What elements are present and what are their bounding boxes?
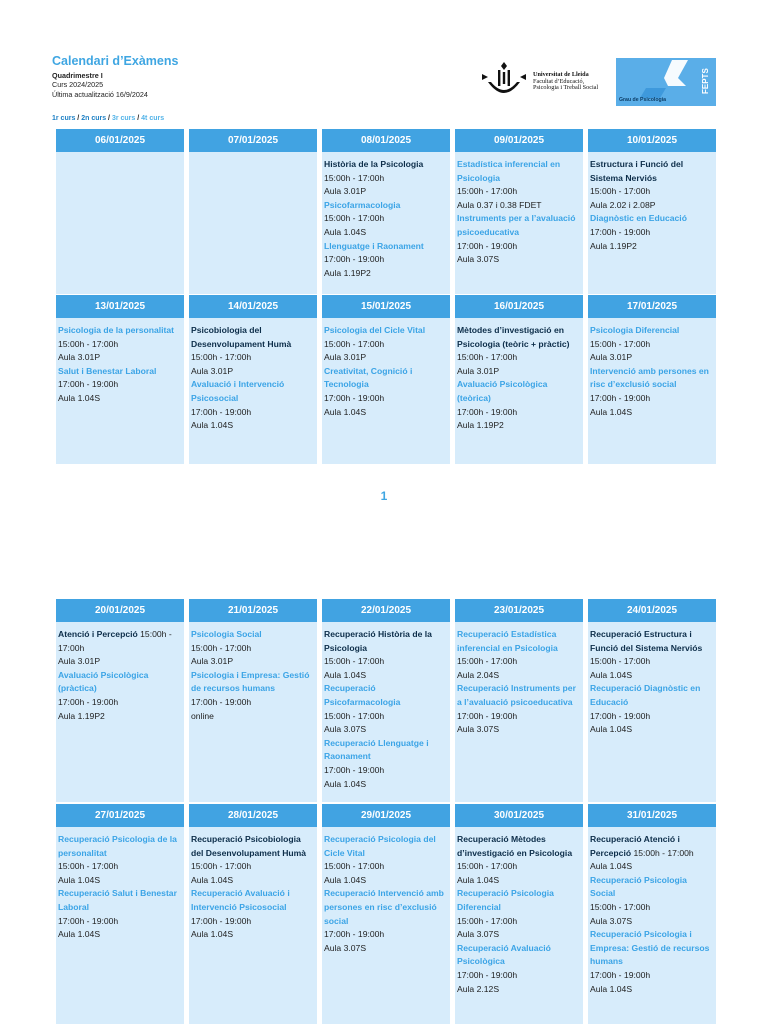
exam-entry bbox=[324, 324, 448, 365]
university-logo bbox=[478, 60, 608, 100]
exam-time: 15:00h - 17:00h bbox=[590, 338, 651, 349]
university-text: Universitat de Lleida Facultat d’Educació, Psicologia i Treball Social bbox=[533, 71, 599, 92]
exam-time: 17:00h - 19:00h bbox=[58, 915, 119, 926]
exam-entry bbox=[590, 874, 714, 928]
exam-entry bbox=[590, 833, 714, 874]
exam-time: 15:00h - 17:00h bbox=[324, 861, 385, 872]
exam-entry bbox=[457, 887, 581, 941]
exam-time: 17:00h - 19:00h bbox=[324, 392, 385, 403]
exam-subject: Recuperació Avaluació Psicològica bbox=[457, 942, 551, 967]
exam-subject: Recuperació Psicologia de la personalitat bbox=[58, 834, 177, 858]
day-date-header: 22/01/2025 bbox=[322, 599, 450, 622]
exam-time: 15:00h - 17:00h bbox=[324, 338, 385, 349]
exam-room: Aula 2.04S bbox=[457, 669, 500, 680]
day-cell bbox=[588, 129, 716, 294]
exam-subject: Llenguatge i Raonament bbox=[324, 240, 424, 251]
exam-subject: Recuperació Instruments per a l’avaluació psicoeducativa bbox=[457, 683, 576, 707]
exam-time: 15:00h - 17:00h bbox=[191, 861, 252, 872]
degree-label: Grau de Psicologia bbox=[619, 97, 666, 103]
exam-list bbox=[189, 318, 317, 433]
exam-time: 15:00h - 17:00h bbox=[633, 847, 694, 858]
day-date-header: 28/01/2025 bbox=[189, 804, 317, 827]
day-cell bbox=[322, 804, 450, 1024]
term-label: Quadrimestre I bbox=[52, 71, 103, 80]
exam-subject: Recuperació Psicologia del Cicle Vital bbox=[324, 834, 436, 858]
exam-room: Aula 1.04S bbox=[457, 874, 500, 885]
exam-time: 17:00h - 19:00h bbox=[324, 929, 385, 940]
exam-list bbox=[189, 622, 317, 723]
exam-room: Aula 1.19P2 bbox=[457, 420, 504, 431]
exam-room: Aula 1.04S bbox=[324, 874, 367, 885]
exam-entry bbox=[191, 669, 315, 723]
exam-room: Aula 1.04S bbox=[191, 874, 234, 885]
exam-list bbox=[56, 827, 184, 942]
exam-subject: Psicofarmacologia bbox=[324, 199, 401, 210]
exam-subject: Recuperació Psicobiologia del Desenvolupament Humà bbox=[191, 834, 307, 858]
exam-time: 15:00h - 17:00h bbox=[191, 352, 252, 363]
exam-list bbox=[322, 827, 450, 955]
exam-time: 17:00h - 19:00h bbox=[191, 915, 252, 926]
day-date-header: 30/01/2025 bbox=[455, 804, 583, 827]
exam-room: Aula 1.04S bbox=[590, 406, 633, 417]
exam-entry bbox=[58, 628, 182, 669]
exam-room: Aula 1.04S bbox=[590, 983, 633, 994]
day-date-header: 09/01/2025 bbox=[455, 129, 583, 152]
exam-time: 17:00h - 19:00h bbox=[58, 696, 119, 707]
exam-entry bbox=[457, 324, 581, 378]
exam-subject: Salut i Benestar Laboral bbox=[58, 365, 157, 376]
day-date-header: 07/01/2025 bbox=[189, 129, 317, 152]
exam-entry bbox=[324, 365, 448, 419]
exam-time: 17:00h - 19:00h bbox=[457, 969, 518, 980]
course-year: Curs 2024/2025 bbox=[52, 80, 104, 90]
day-cell bbox=[455, 129, 583, 294]
exam-time: 17:00h - 19:00h bbox=[457, 240, 518, 251]
exam-room: Aula 1.04S bbox=[58, 929, 101, 940]
day-date-header: 16/01/2025 bbox=[455, 295, 583, 318]
exam-entry bbox=[58, 887, 182, 941]
exam-time: 15:00h - 17:00h bbox=[58, 338, 119, 349]
exam-room: Aula 3.01P bbox=[590, 352, 633, 363]
exam-time: 17:00h - 19:00h bbox=[590, 226, 651, 237]
exam-entry bbox=[590, 212, 714, 253]
exam-subject: Estadística inferencial en Psicologia bbox=[457, 159, 561, 183]
exam-time: 15:00h - 17:00h bbox=[324, 172, 385, 183]
exam-entry bbox=[324, 240, 448, 281]
day-date-header: 06/01/2025 bbox=[56, 129, 184, 152]
university-emblem-icon bbox=[478, 60, 530, 100]
exam-entry bbox=[590, 928, 714, 996]
week-row bbox=[56, 295, 716, 464]
exam-time: 15:00h - 17:00h bbox=[58, 629, 172, 653]
week-row bbox=[56, 129, 716, 294]
exam-room: Aula 1.04S bbox=[191, 420, 234, 431]
exam-room: Aula 2.12S bbox=[457, 983, 500, 994]
day-cell bbox=[56, 804, 184, 1024]
exam-list bbox=[322, 622, 450, 791]
course-separator: / bbox=[75, 115, 82, 122]
exam-time: 15:00h - 17:00h bbox=[590, 656, 651, 667]
exam-time: 15:00h - 17:00h bbox=[590, 186, 651, 197]
exam-time: 15:00h - 17:00h bbox=[590, 901, 651, 912]
exam-time: 15:00h - 17:00h bbox=[324, 213, 385, 224]
day-cell bbox=[322, 129, 450, 294]
exam-list bbox=[322, 318, 450, 419]
exam-entry bbox=[191, 833, 315, 887]
day-cell bbox=[455, 804, 583, 1024]
exam-entry bbox=[324, 833, 448, 887]
exam-entry bbox=[324, 737, 448, 791]
exam-room: Aula 3.01P bbox=[324, 186, 367, 197]
exam-room: Aula 2.02 i 2.08P bbox=[590, 199, 656, 210]
day-date-header: 29/01/2025 bbox=[322, 804, 450, 827]
exam-subject: Mètodes d’investigació en Psicologia (teòric + pràctic) bbox=[457, 325, 570, 349]
exam-entry bbox=[457, 628, 581, 682]
degree-logo bbox=[616, 58, 716, 106]
exam-entry bbox=[590, 628, 714, 682]
exam-time: 17:00h - 19:00h bbox=[590, 969, 651, 980]
exam-list bbox=[588, 152, 716, 253]
exam-entry bbox=[457, 378, 581, 432]
page-number: 1 bbox=[380, 489, 388, 503]
exam-time: 17:00h - 19:00h bbox=[457, 710, 518, 721]
exam-room: Aula 1.04S bbox=[324, 406, 367, 417]
exam-time: 17:00h - 19:00h bbox=[324, 764, 385, 775]
exam-subject: Recuperació Estadística inferencial en Psicologia bbox=[457, 629, 558, 653]
exam-subject: Recuperació Mètodes d’investigació en Psicologia bbox=[457, 834, 573, 858]
day-cell bbox=[588, 599, 716, 802]
day-cell bbox=[56, 129, 184, 294]
day-cell bbox=[322, 599, 450, 802]
day-date-header: 14/01/2025 bbox=[189, 295, 317, 318]
exam-time: 17:00h - 19:00h bbox=[324, 254, 385, 265]
day-date-header: 15/01/2025 bbox=[322, 295, 450, 318]
exam-entry bbox=[457, 682, 581, 736]
exam-list bbox=[56, 622, 184, 723]
exam-room: Aula 0.37 i 0.38 FDET bbox=[457, 199, 542, 210]
exam-subject: Recuperació Estructura i Funció del Sistema Nerviós bbox=[590, 629, 703, 653]
exam-list bbox=[56, 318, 184, 406]
week-row bbox=[56, 804, 716, 1024]
exam-subject: Avaluació i Intervenció Psicosocial bbox=[191, 379, 285, 403]
day-cell bbox=[322, 295, 450, 464]
exam-list bbox=[455, 318, 583, 433]
exam-room: Aula 1.19P2 bbox=[324, 267, 371, 278]
exam-room: Aula 1.04S bbox=[590, 861, 633, 872]
exam-entry bbox=[590, 158, 714, 212]
exam-time: 17:00h - 19:00h bbox=[58, 379, 119, 390]
exam-room: Aula 3.01P bbox=[58, 352, 101, 363]
day-date-header: 17/01/2025 bbox=[588, 295, 716, 318]
exam-time: 17:00h - 19:00h bbox=[457, 406, 518, 417]
faculty-acronym: FEPTS bbox=[701, 68, 710, 94]
exam-room: Aula 1.04S bbox=[58, 392, 101, 403]
course-link-4[interactable]: 4t curs bbox=[141, 115, 165, 122]
exam-entry bbox=[324, 199, 448, 240]
day-date-header: 13/01/2025 bbox=[56, 295, 184, 318]
day-cell bbox=[189, 295, 317, 464]
day-date-header: 08/01/2025 bbox=[322, 129, 450, 152]
day-date-header: 24/01/2025 bbox=[588, 599, 716, 622]
exam-entry bbox=[590, 682, 714, 736]
exam-subject: Recuperació Atenció i Percepció bbox=[590, 834, 680, 858]
exam-entry bbox=[191, 628, 315, 669]
exam-room: Aula 1.04S bbox=[590, 669, 633, 680]
day-date-header: 31/01/2025 bbox=[588, 804, 716, 827]
exam-list bbox=[455, 827, 583, 996]
exam-time: 15:00h - 17:00h bbox=[457, 915, 518, 926]
exam-subject: Recuperació Salut i Benestar Laboral bbox=[58, 888, 177, 912]
day-date-header: 10/01/2025 bbox=[588, 129, 716, 152]
exam-room: Aula 3.01P bbox=[457, 365, 500, 376]
exam-subject: Psicologia i Empresa: Gestió de recursos humans bbox=[191, 669, 310, 694]
exam-list bbox=[455, 622, 583, 737]
exam-room: Aula 3.01P bbox=[191, 365, 234, 376]
exam-entry bbox=[191, 324, 315, 378]
exam-entry bbox=[58, 833, 182, 887]
exam-entry bbox=[590, 365, 714, 419]
exam-subject: Recuperació Llenguatge i Raonament bbox=[324, 737, 429, 762]
exam-time: 15:00h - 17:00h bbox=[457, 352, 518, 363]
exam-room: Aula 1.04S bbox=[324, 669, 367, 680]
exam-room: Aula 3.01P bbox=[191, 656, 234, 667]
exam-subject: Recuperació Avaluació i Intervenció Psicosocial bbox=[191, 888, 290, 912]
exam-list bbox=[588, 318, 716, 419]
exam-entry bbox=[457, 212, 581, 266]
exam-list bbox=[322, 152, 450, 280]
exam-room: Aula 1.04S bbox=[324, 778, 367, 789]
exam-subject: Recuperació Diagnòstic en Educació bbox=[590, 683, 701, 707]
exam-entry bbox=[324, 628, 448, 682]
day-cell bbox=[189, 129, 317, 294]
exam-subject: Psicologia Social bbox=[191, 629, 262, 639]
day-cell bbox=[56, 599, 184, 802]
day-cell bbox=[455, 295, 583, 464]
day-date-header: 21/01/2025 bbox=[189, 599, 317, 622]
exam-time: 15:00h - 17:00h bbox=[324, 656, 385, 667]
exam-subject: Història de la Psicologia bbox=[324, 159, 424, 169]
week-row bbox=[56, 599, 716, 802]
exam-subject: Recuperació Intervenció amb persones en risc d’exclusió social bbox=[324, 888, 444, 926]
exam-entry bbox=[457, 833, 581, 887]
exam-subject: Recuperació Psicologia Diferencial bbox=[457, 888, 554, 912]
exam-room: Aula 1.04S bbox=[590, 724, 633, 735]
exam-time: 17:00h - 19:00h bbox=[191, 406, 252, 417]
exam-time: 17:00h - 19:00h bbox=[590, 392, 651, 403]
day-cell bbox=[588, 295, 716, 464]
exam-room: Aula 3.01P bbox=[58, 656, 101, 667]
exam-subject: Psicologia de la personalitat bbox=[58, 325, 175, 335]
exam-entry bbox=[58, 324, 182, 365]
exam-room: online bbox=[191, 710, 214, 721]
exam-time: 15:00h - 17:00h bbox=[457, 656, 518, 667]
last-update: Última actualització 16/9/2024 bbox=[52, 89, 148, 99]
day-cell bbox=[588, 804, 716, 1024]
exam-subject: Estructura i Funció del Sistema Nerviós bbox=[590, 159, 684, 183]
exam-time: 17:00h - 19:00h bbox=[590, 710, 651, 721]
course-separator: / bbox=[135, 115, 142, 122]
exam-room: Aula 3.07S bbox=[324, 942, 367, 953]
exam-time: 15:00h - 17:00h bbox=[457, 186, 518, 197]
header-meta bbox=[52, 71, 178, 99]
exam-subject: Creativitat, Cognició i Tecnologia bbox=[324, 365, 413, 390]
exam-room: Aula 3.07S bbox=[324, 724, 367, 735]
document-header bbox=[52, 54, 178, 99]
exam-entry bbox=[324, 682, 448, 736]
exam-subject: Avaluació Psicològica (teòrica) bbox=[457, 379, 548, 403]
exam-subject: Atenció i Percepció bbox=[58, 629, 138, 639]
course-separator: / bbox=[106, 115, 112, 122]
exam-time: 15:00h - 17:00h bbox=[58, 861, 119, 872]
exam-list bbox=[189, 152, 317, 158]
exam-room: Aula 3.07S bbox=[457, 254, 500, 265]
page-title: Calendari d’Exàmens bbox=[52, 54, 179, 68]
exam-subject: Avaluació Psicològica (pràctica) bbox=[58, 669, 149, 694]
course-links bbox=[52, 115, 164, 122]
exam-subject: Intervenció amb persones en risc d’exclusió social bbox=[590, 365, 709, 390]
exam-subject: Recuperació Psicologia Social bbox=[590, 874, 687, 899]
exam-time: 15:00h - 17:00h bbox=[457, 861, 518, 872]
exam-entry bbox=[58, 365, 182, 406]
exam-room: Aula 3.07S bbox=[457, 929, 500, 940]
exam-entry bbox=[457, 158, 581, 212]
course-link-1[interactable]: 1r curs bbox=[52, 115, 76, 122]
exam-entry bbox=[191, 887, 315, 941]
day-cell bbox=[189, 804, 317, 1024]
exam-list bbox=[455, 152, 583, 267]
exam-entry bbox=[58, 669, 182, 723]
exam-room: Aula 1.04S bbox=[58, 874, 101, 885]
day-date-header: 20/01/2025 bbox=[56, 599, 184, 622]
exam-subject: Recuperació Psicologia i Empresa: Gestió de recursos humans bbox=[590, 929, 710, 967]
day-cell bbox=[56, 295, 184, 464]
exam-room: Aula 1.19P2 bbox=[58, 710, 105, 721]
exam-subject: Recuperació Psicofarmacologia bbox=[324, 683, 401, 707]
exam-entry bbox=[457, 942, 581, 996]
exam-list bbox=[588, 622, 716, 737]
day-cell bbox=[189, 599, 317, 802]
exam-room: Aula 1.04S bbox=[191, 929, 234, 940]
exam-room: Aula 1.19P2 bbox=[590, 240, 637, 251]
exam-list bbox=[588, 827, 716, 996]
exam-room: Aula 1.04S bbox=[324, 226, 367, 237]
exam-entry bbox=[324, 158, 448, 199]
exam-entry bbox=[590, 324, 714, 365]
day-date-header: 23/01/2025 bbox=[455, 599, 583, 622]
day-date-header: 27/01/2025 bbox=[56, 804, 184, 827]
day-cell bbox=[455, 599, 583, 802]
exam-subject: Instruments per a l’avaluació psicoeducativa bbox=[457, 213, 576, 237]
exam-room: Aula 3.07S bbox=[590, 915, 633, 926]
exam-time: 17:00h - 19:00h bbox=[191, 696, 252, 707]
course-link-2[interactable]: 2n curs bbox=[81, 115, 107, 122]
exam-room: Aula 3.01P bbox=[324, 352, 367, 363]
exam-list bbox=[56, 152, 184, 158]
exam-room: Aula 3.07S bbox=[457, 724, 500, 735]
exam-time: 15:00h - 17:00h bbox=[324, 710, 385, 721]
exam-entry bbox=[191, 378, 315, 432]
exam-subject: Diagnòstic en Educació bbox=[590, 213, 687, 224]
exam-list bbox=[189, 827, 317, 942]
exam-time: 15:00h - 17:00h bbox=[191, 642, 252, 653]
exam-entry bbox=[324, 887, 448, 955]
exam-subject: Psicologia Diferencial bbox=[590, 325, 680, 335]
course-link-3[interactable]: 3r curs bbox=[111, 115, 136, 122]
exam-subject: Psicologia del Cicle Vital bbox=[324, 325, 426, 335]
exam-subject: Psicobiologia del Desenvolupament Humà bbox=[191, 325, 292, 349]
exam-subject: Recuperació Història de la Psicologia bbox=[324, 629, 432, 653]
